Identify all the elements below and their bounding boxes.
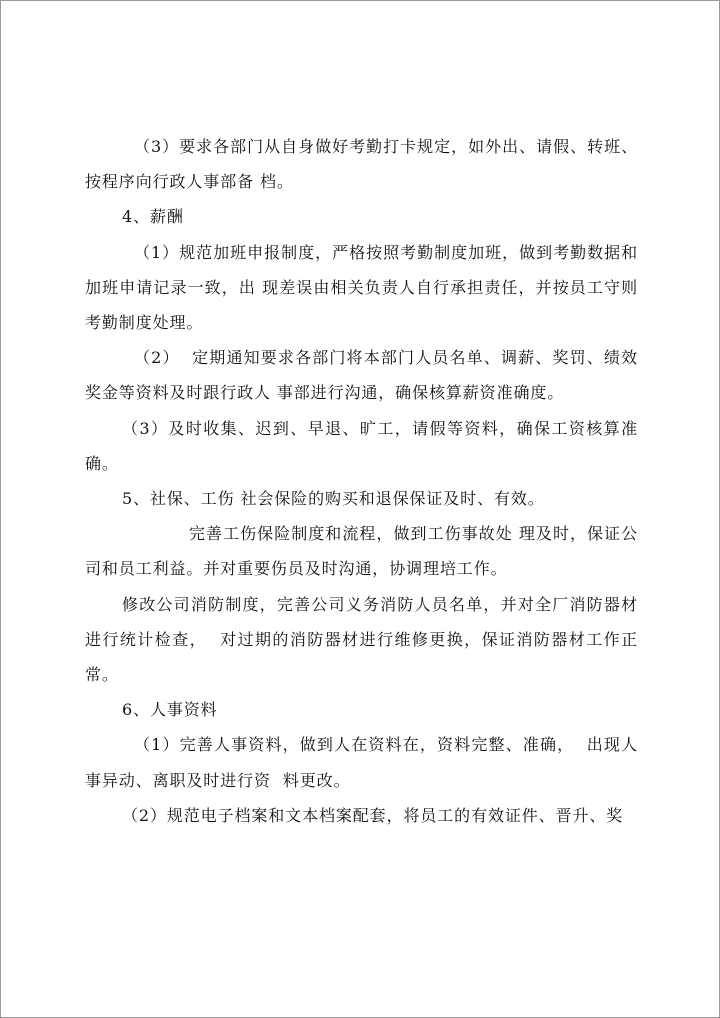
paragraph-personnel-1: （1）完善人事资料，做到人在资料在，资料完整、准确， 出现人事异动、离职及时进行资 料更改。 — [85, 735, 638, 790]
document-body — [85, 129, 638, 833]
section-heading-personnel-files: 6、人事资料 — [122, 700, 218, 720]
paragraph-salary-2: （2） 定期通知要求各部门将本部门人员名单、调薪、奖罚、绩效奖金等资料及时跟行政人 事部进行沟通，确保核算薪资准确度。 — [85, 348, 638, 403]
section-heading-salary: 4、薪酬 — [122, 207, 184, 227]
paragraph-attendance-3: （3）要求各部门从自身做好考勤打卡规定，如外出、请假、转班、按程序向行政人事部备 档。 — [85, 137, 638, 192]
paragraph-work-injury: 完善工伤保险制度和流程，做到工伤事故处 理及时，保证公司和员工利益。并对重要伤员及时沟通，协调理培工作。 — [85, 524, 638, 579]
section-heading-social-insurance: 5、社保、工伤 社会保险的购买和退保保证及时、有效。 — [122, 489, 545, 509]
paragraph-personnel-2: （2）规范电子档案和文本档案配套，将员工的有效证件、晋升、奖 — [122, 805, 624, 825]
paragraph-salary-1: （1）规范加班申报制度，严格按照考勤制度加班，做到考勤数据和加班申请记录一致，出 现差误由相关负责人自行承担责任，并按员工守则考勤制度处理。 — [85, 242, 638, 333]
paragraph-salary-3: （3）及时收集、迟到、早退、旷工，请假等资料，确保工资核算准确。 — [85, 418, 638, 473]
paragraph-fire-safety: 修改公司消防制度，完善公司义务消防人员名单，并对全厂消防器材进行统计检查， 对过期的消防器材进行维修更换，保证消防器材工作正常。 — [85, 594, 638, 685]
